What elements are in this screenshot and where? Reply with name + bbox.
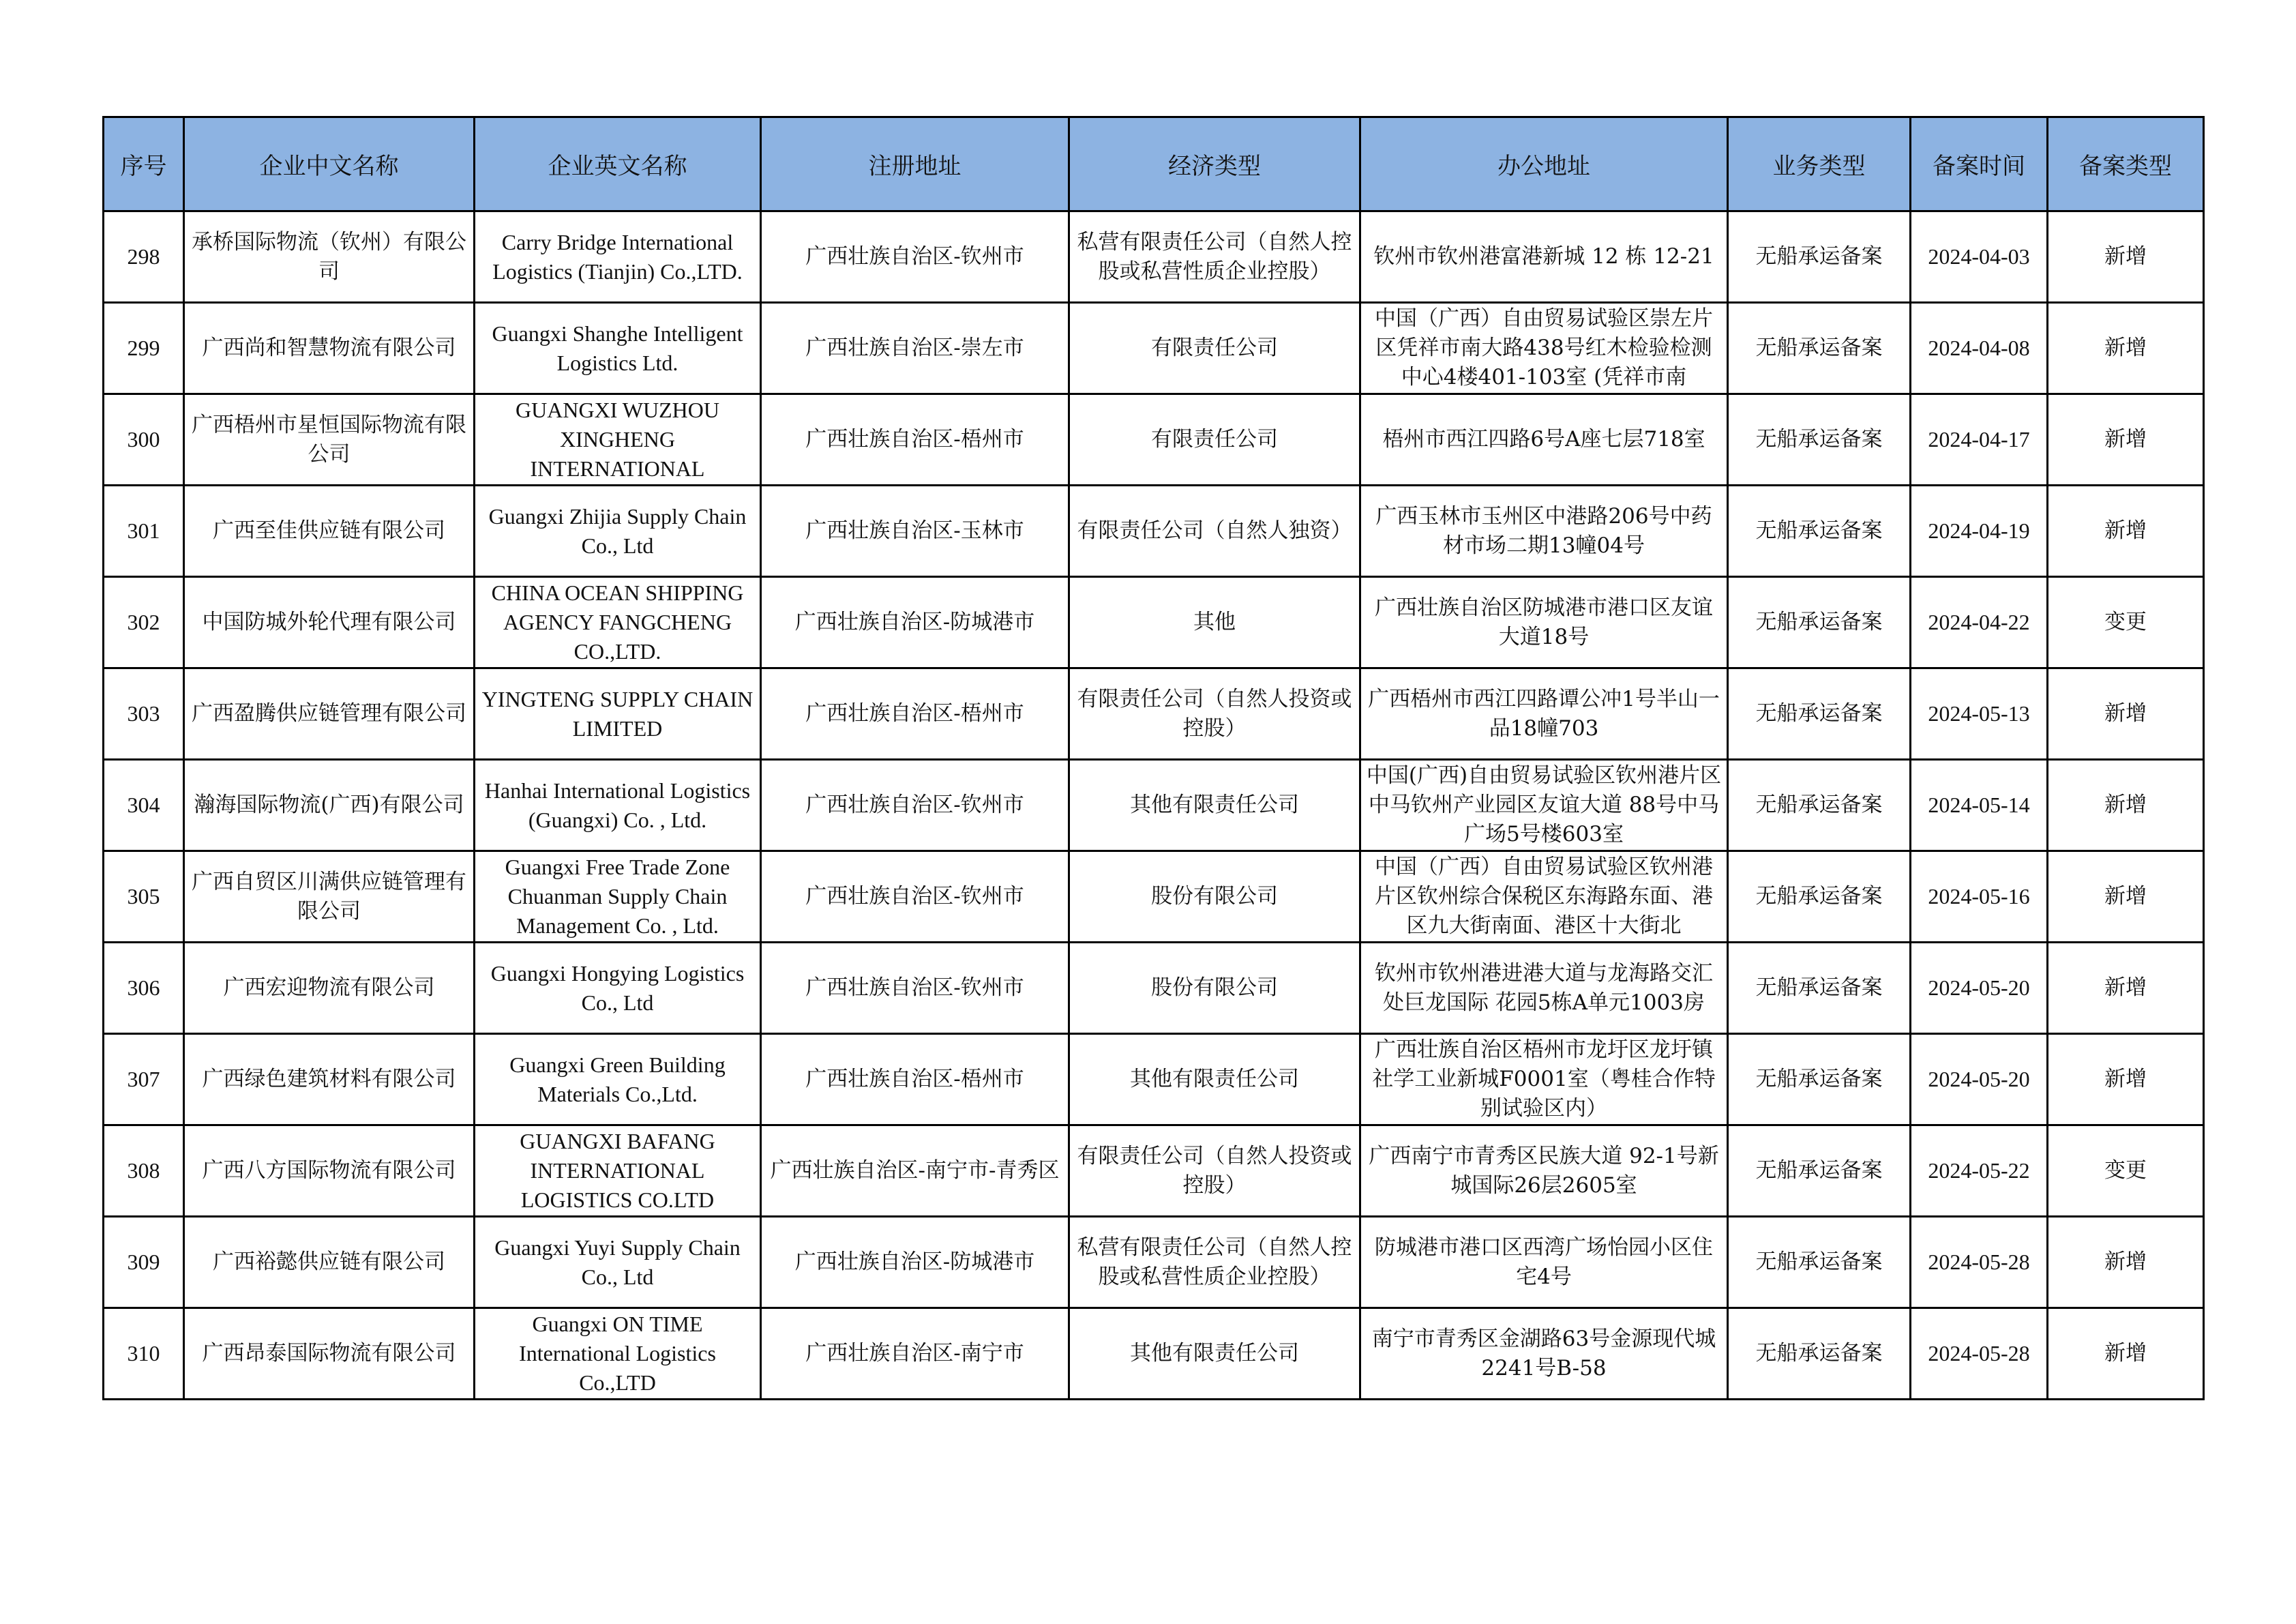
- cell-cn-name: [184, 211, 475, 303]
- cell-office-addr-text: 广西玉林市玉州区中港路206号中药材市场二期13幢04号: [1375, 503, 1712, 558]
- cell-no-text: 308: [127, 1158, 160, 1183]
- cell-reg-addr: [761, 303, 1069, 394]
- cell-office-addr-text: 中国（广西）自由贸易试验区钦州港片区钦州综合保税区东海路东面、港区九大街南面、港区十大街北: [1375, 855, 1713, 938]
- cell-office-addr: [1360, 303, 1728, 394]
- cell-en-name: [475, 851, 761, 943]
- header-office-addr: 办公地址: [1360, 117, 1728, 211]
- cell-date: [1911, 211, 2048, 303]
- cell-en-name-text: GUANGXI BAFANG INTERNATIONAL LOGISTICS CO.LTD: [520, 1129, 715, 1212]
- cell-reg-addr-text: 广西壮族自治区-梧州市: [805, 701, 1024, 726]
- cell-en-name: [475, 394, 761, 486]
- cell-no-text: 298: [127, 244, 160, 269]
- cell-biz-type-text: 无船承运备案: [1755, 610, 1883, 634]
- table-row: [104, 303, 2204, 394]
- cell-en-name-text: Guangxi Free Trade Zone Chuanman Supply Chain Management Co. , Ltd.: [505, 855, 730, 938]
- cell-no: [104, 1217, 184, 1308]
- header-record-type: 备案类型: [2048, 117, 2204, 211]
- cell-no: [104, 760, 184, 851]
- cell-no-text: 305: [127, 884, 160, 909]
- cell-no-text: 301: [127, 518, 160, 543]
- cell-office-addr-text: 钦州市钦州港富港新城 12 栋 12-21: [1373, 244, 1714, 269]
- cell-date-text: 2024-05-20: [1928, 975, 2030, 1000]
- cell-biz-type-text: 无船承运备案: [1755, 1158, 1883, 1183]
- cell-econ-type-text: 私营有限责任公司（自然人控股或私营性质企业控股）: [1077, 229, 1352, 284]
- cell-biz-type: [1728, 943, 1911, 1034]
- cell-en-name-text: Guangxi Zhijia Supply Chain Co., Ltd: [488, 503, 747, 558]
- cell-biz-type: [1728, 1308, 1911, 1400]
- cell-cn-name-text: 广西昂泰国际物流有限公司: [202, 1341, 456, 1365]
- cell-biz-type-text: 无船承运备案: [1755, 884, 1883, 909]
- cell-no-text: 307: [127, 1067, 160, 1091]
- cell-en-name: [475, 211, 761, 303]
- cell-no: [104, 1125, 184, 1217]
- cell-reg-addr-text: 广西壮族自治区-崇左市: [805, 336, 1024, 360]
- cell-no: [104, 851, 184, 943]
- cell-date-text: 2024-05-16: [1928, 884, 2030, 909]
- cell-record-type: [2048, 668, 2204, 760]
- cell-biz-type-text: 无船承运备案: [1755, 793, 1883, 817]
- cell-econ-type: [1069, 394, 1360, 486]
- cell-record-type: [2048, 486, 2204, 577]
- cell-econ-type: [1069, 303, 1360, 394]
- cell-office-addr-text: 广西南宁市青秀区民族大道 92-1号新城国际26层2605室: [1369, 1143, 1719, 1198]
- cell-cn-name: [184, 303, 475, 394]
- cell-office-addr-text: 南宁市青秀区金湖路63号金源现代城2241号B-58: [1371, 1326, 1716, 1381]
- cell-office-addr-text: 广西壮族自治区梧州市龙圩区龙圩镇社学工业新城F0001室（粤桂合作特别试验区内）: [1372, 1037, 1716, 1121]
- cell-date: [1911, 668, 2048, 760]
- cell-en-name: [475, 577, 761, 668]
- cell-econ-type: [1069, 211, 1360, 303]
- cell-office-addr: [1360, 1034, 1728, 1125]
- cell-office-addr: [1360, 668, 1728, 760]
- table-row: [104, 851, 2204, 943]
- filing-table: [102, 116, 2205, 1400]
- cell-reg-addr: [761, 486, 1069, 577]
- cell-cn-name-text: 广西梧州市星恒国际物流有限公司: [192, 412, 466, 467]
- cell-biz-type: [1728, 303, 1911, 394]
- cell-en-name: [475, 1308, 761, 1400]
- cell-record-type: [2048, 1217, 2204, 1308]
- cell-office-addr-text: 钦州市钦州港进港大道与龙海路交汇处巨龙国际 花园5栋A单元1003房: [1375, 960, 1713, 1015]
- cell-reg-addr: [761, 1308, 1069, 1400]
- cell-econ-type-text: 有限责任公司: [1151, 427, 1278, 452]
- cell-econ-type: [1069, 1217, 1360, 1308]
- cell-date-text: 2024-04-19: [1928, 518, 2030, 543]
- header-reg-addr: 注册地址: [761, 117, 1069, 211]
- cell-en-name: [475, 943, 761, 1034]
- cell-reg-addr: [761, 851, 1069, 943]
- cell-reg-addr: [761, 760, 1069, 851]
- cell-cn-name-text: 广西盈腾供应链管理有限公司: [192, 701, 466, 726]
- cell-date: [1911, 1308, 2048, 1400]
- cell-econ-type: [1069, 486, 1360, 577]
- cell-reg-addr-text: 广西壮族自治区-钦州市: [805, 975, 1024, 1000]
- cell-econ-type-text: 其他有限责任公司: [1130, 1341, 1299, 1365]
- cell-record-type: [2048, 211, 2204, 303]
- cell-en-name: [475, 486, 761, 577]
- cell-en-name-text: Guangxi Yuyi Supply Chain Co., Ltd: [494, 1235, 741, 1289]
- table-row: [104, 1034, 2204, 1125]
- header-row: [104, 117, 2204, 211]
- cell-office-addr: [1360, 577, 1728, 668]
- cell-en-name-text: Guangxi Hongying Logistics Co., Ltd: [490, 960, 745, 1015]
- cell-biz-type-text: 无船承运备案: [1755, 1250, 1883, 1274]
- cell-en-name: [475, 1125, 761, 1217]
- cell-date: [1911, 577, 2048, 668]
- cell-biz-type-text: 无船承运备案: [1755, 701, 1883, 726]
- cell-date-text: 2024-05-13: [1928, 701, 2030, 726]
- cell-no: [104, 668, 184, 760]
- cell-biz-type: [1728, 760, 1911, 851]
- cell-biz-type-text: 无船承运备案: [1755, 1067, 1883, 1091]
- table-row: [104, 1308, 2204, 1400]
- cell-office-addr: [1360, 486, 1728, 577]
- cell-record-type-text: 新增: [2104, 701, 2147, 726]
- cell-date-text: 2024-04-03: [1928, 244, 2030, 269]
- cell-record-type-text: 变更: [2104, 1158, 2147, 1183]
- cell-record-type: [2048, 394, 2204, 486]
- cell-record-type: [2048, 1125, 2204, 1217]
- cell-en-name-text: Guangxi ON TIME International Logistics Co.,LTD: [519, 1312, 716, 1395]
- cell-econ-type-text: 有限责任公司: [1151, 336, 1278, 360]
- cell-cn-name: [184, 1034, 475, 1125]
- cell-econ-type-text: 其他有限责任公司: [1130, 1067, 1299, 1091]
- cell-office-addr-text: 中国(广西)自由贸易试验区钦州港片区中马钦州产业园区友谊大道 88号中马广场5号楼603室: [1366, 763, 1722, 846]
- cell-no-text: 309: [127, 1250, 160, 1274]
- cell-office-addr-text: 广西梧州市西江四路谭公冲1号半山一品18幢703: [1368, 686, 1720, 741]
- cell-office-addr-text: 广西壮族自治区防城港市港口区友谊大道18号: [1375, 595, 1713, 649]
- document-page: [102, 116, 2203, 1400]
- cell-office-addr-text: 防城港市港口区西湾广场怡园小区住宅4号: [1375, 1235, 1713, 1289]
- cell-date-text: 2024-04-08: [1928, 336, 2030, 360]
- cell-cn-name: [184, 760, 475, 851]
- cell-biz-type: [1728, 851, 1911, 943]
- table-row: [104, 394, 2204, 486]
- cell-en-name-text: YINGTENG SUPPLY CHAIN LIMITED: [481, 686, 754, 741]
- table-row: [104, 1217, 2204, 1308]
- cell-en-name-text: Guangxi Shanghe Intelligent Logistics Ltd.: [492, 321, 743, 375]
- cell-econ-type-text: 其他有限责任公司: [1130, 793, 1299, 817]
- cell-biz-type: [1728, 1125, 1911, 1217]
- cell-office-addr: [1360, 851, 1728, 943]
- cell-date-text: 2024-04-22: [1928, 610, 2030, 634]
- header-date: 备案时间: [1911, 117, 2048, 211]
- cell-no: [104, 943, 184, 1034]
- cell-office-addr: [1360, 760, 1728, 851]
- cell-no: [104, 303, 184, 394]
- cell-cn-name: [184, 1308, 475, 1400]
- cell-biz-type-text: 无船承运备案: [1755, 1341, 1883, 1365]
- cell-reg-addr: [761, 211, 1069, 303]
- cell-record-type-text: 新增: [2104, 244, 2147, 269]
- cell-office-addr: [1360, 943, 1728, 1034]
- cell-cn-name: [184, 943, 475, 1034]
- cell-en-name-text: Carry Bridge International Logistics (Tianjin) Co.,LTD.: [492, 229, 743, 284]
- cell-en-name-text: Hanhai International Logistics (Guangxi) Co. , Ltd.: [484, 778, 751, 832]
- cell-record-type: [2048, 760, 2204, 851]
- cell-record-type: [2048, 577, 2204, 668]
- cell-date-text: 2024-05-28: [1928, 1341, 2030, 1365]
- cell-no: [104, 394, 184, 486]
- cell-date: [1911, 303, 2048, 394]
- cell-office-addr: [1360, 211, 1728, 303]
- cell-no-text: 300: [127, 427, 160, 452]
- table-row: [104, 211, 2204, 303]
- cell-reg-addr-text: 广西壮族自治区-梧州市: [805, 1067, 1024, 1091]
- cell-record-type-text: 新增: [2104, 1341, 2147, 1365]
- cell-econ-type-text: 有限责任公司（自然人投资或控股）: [1077, 1143, 1352, 1198]
- cell-record-type: [2048, 1034, 2204, 1125]
- cell-date: [1911, 943, 2048, 1034]
- cell-en-name-text: Guangxi Green Building Materials Co.,Ltd.: [509, 1052, 726, 1106]
- cell-record-type-text: 新增: [2104, 336, 2147, 360]
- table-row: [104, 577, 2204, 668]
- cell-econ-type: [1069, 760, 1360, 851]
- cell-cn-name-text: 广西宏迎物流有限公司: [223, 975, 435, 1000]
- cell-office-addr-text: 中国（广西）自由贸易试验区崇左片区凭祥市南大路438号红木检验检测中心4楼401-103室 (凭祥市南: [1375, 306, 1713, 389]
- cell-cn-name-text: 广西八方国际物流有限公司: [202, 1158, 456, 1183]
- cell-cn-name-text: 承桥国际物流（钦州）有限公司: [192, 229, 466, 284]
- cell-record-type: [2048, 1308, 2204, 1400]
- cell-date-text: 2024-05-20: [1928, 1067, 2030, 1091]
- cell-record-type-text: 新增: [2104, 518, 2147, 543]
- cell-biz-type: [1728, 1217, 1911, 1308]
- cell-cn-name-text: 广西自贸区川满供应链管理有限公司: [192, 869, 466, 924]
- cell-date-text: 2024-05-28: [1928, 1250, 2030, 1274]
- cell-record-type-text: 新增: [2104, 975, 2147, 1000]
- cell-record-type-text: 新增: [2104, 1067, 2147, 1091]
- cell-biz-type: [1728, 1034, 1911, 1125]
- cell-reg-addr-text: 广西壮族自治区-南宁市-青秀区: [770, 1158, 1060, 1183]
- cell-date-text: 2024-05-22: [1928, 1158, 2030, 1183]
- cell-reg-addr: [761, 394, 1069, 486]
- cell-date: [1911, 851, 2048, 943]
- cell-record-type-text: 新增: [2104, 427, 2147, 452]
- cell-en-name: [475, 1034, 761, 1125]
- cell-econ-type: [1069, 1308, 1360, 1400]
- cell-cn-name: [184, 394, 475, 486]
- cell-office-addr: [1360, 394, 1728, 486]
- cell-cn-name-text: 中国防城外轮代理有限公司: [202, 610, 456, 634]
- cell-no: [104, 577, 184, 668]
- cell-record-type: [2048, 851, 2204, 943]
- cell-biz-type-text: 无船承运备案: [1755, 244, 1883, 269]
- header-biz-type: 业务类型: [1728, 117, 1911, 211]
- cell-econ-type: [1069, 851, 1360, 943]
- cell-no-text: 310: [127, 1341, 160, 1365]
- cell-en-name: [475, 1217, 761, 1308]
- cell-reg-addr-text: 广西壮族自治区-防城港市: [794, 610, 1035, 634]
- cell-date: [1911, 760, 2048, 851]
- cell-cn-name-text: 瀚海国际物流(广西)有限公司: [194, 793, 464, 817]
- cell-date-text: 2024-04-17: [1928, 427, 2030, 452]
- cell-record-type-text: 变更: [2104, 610, 2147, 634]
- cell-cn-name: [184, 668, 475, 760]
- cell-reg-addr-text: 广西壮族自治区-防城港市: [794, 1250, 1035, 1274]
- header-econ-type: 经济类型: [1069, 117, 1360, 211]
- cell-en-name: [475, 668, 761, 760]
- cell-econ-type: [1069, 1125, 1360, 1217]
- cell-record-type: [2048, 303, 2204, 394]
- cell-biz-type: [1728, 668, 1911, 760]
- cell-no: [104, 1308, 184, 1400]
- cell-biz-type: [1728, 577, 1911, 668]
- cell-reg-addr-text: 广西壮族自治区-梧州市: [805, 427, 1024, 452]
- cell-record-type-text: 新增: [2104, 793, 2147, 817]
- cell-econ-type-text: 股份有限公司: [1151, 975, 1278, 1000]
- cell-no-text: 299: [127, 336, 160, 360]
- table-row: [104, 760, 2204, 851]
- cell-cn-name-text: 广西尚和智慧物流有限公司: [202, 336, 456, 360]
- table-body: [104, 211, 2204, 1400]
- cell-office-addr: [1360, 1217, 1728, 1308]
- cell-biz-type: [1728, 394, 1911, 486]
- cell-en-name: [475, 760, 761, 851]
- cell-record-type-text: 新增: [2104, 884, 2147, 909]
- cell-biz-type-text: 无船承运备案: [1755, 518, 1883, 543]
- cell-reg-addr-text: 广西壮族自治区-玉林市: [805, 518, 1024, 543]
- cell-no-text: 304: [127, 793, 160, 817]
- cell-no-text: 303: [127, 701, 160, 726]
- cell-office-addr: [1360, 1125, 1728, 1217]
- cell-biz-type-text: 无船承运备案: [1755, 336, 1883, 360]
- cell-econ-type: [1069, 668, 1360, 760]
- cell-biz-type-text: 无船承运备案: [1755, 975, 1883, 1000]
- cell-no: [104, 486, 184, 577]
- cell-biz-type: [1728, 211, 1911, 303]
- cell-reg-addr: [761, 1034, 1069, 1125]
- cell-cn-name: [184, 577, 475, 668]
- cell-econ-type: [1069, 943, 1360, 1034]
- cell-office-addr: [1360, 1308, 1728, 1400]
- cell-cn-name-text: 广西裕懿供应链有限公司: [213, 1250, 445, 1274]
- table-row: [104, 943, 2204, 1034]
- cell-record-type-text: 新增: [2104, 1250, 2147, 1274]
- cell-date: [1911, 486, 2048, 577]
- cell-cn-name-text: 广西至佳供应链有限公司: [213, 518, 445, 543]
- cell-cn-name: [184, 1125, 475, 1217]
- cell-cn-name-text: 广西绿色建筑材料有限公司: [202, 1067, 456, 1091]
- cell-biz-type-text: 无船承运备案: [1755, 427, 1883, 452]
- table-row: [104, 486, 2204, 577]
- cell-reg-addr: [761, 1217, 1069, 1308]
- cell-date-text: 2024-05-14: [1928, 793, 2030, 817]
- cell-econ-type-text: 有限责任公司（自然人投资或控股）: [1077, 686, 1352, 741]
- cell-no: [104, 1034, 184, 1125]
- cell-date: [1911, 394, 2048, 486]
- cell-date: [1911, 1125, 2048, 1217]
- cell-cn-name: [184, 851, 475, 943]
- cell-econ-type-text: 私营有限责任公司（自然人控股或私营性质企业控股）: [1077, 1235, 1352, 1289]
- cell-date: [1911, 1217, 2048, 1308]
- cell-biz-type: [1728, 486, 1911, 577]
- header-en-name: 企业英文名称: [475, 117, 761, 211]
- cell-reg-addr: [761, 1125, 1069, 1217]
- cell-reg-addr-text: 广西壮族自治区-钦州市: [805, 884, 1024, 909]
- cell-no: [104, 211, 184, 303]
- cell-en-name-text: CHINA OCEAN SHIPPING AGENCY FANGCHENG CO.,LTD.: [491, 580, 744, 664]
- cell-reg-addr: [761, 943, 1069, 1034]
- cell-en-name: [475, 303, 761, 394]
- cell-no-text: 306: [127, 975, 160, 1000]
- header-cn-name: 企业中文名称: [184, 117, 475, 211]
- cell-econ-type: [1069, 1034, 1360, 1125]
- header-no: 序号: [104, 117, 184, 211]
- cell-reg-addr: [761, 668, 1069, 760]
- cell-reg-addr: [761, 577, 1069, 668]
- cell-reg-addr-text: 广西壮族自治区-南宁市: [805, 1341, 1024, 1365]
- cell-record-type: [2048, 943, 2204, 1034]
- table-row: [104, 1125, 2204, 1217]
- cell-en-name-text: GUANGXI WUZHOU XINGHENG INTERNATIONAL: [516, 398, 719, 481]
- cell-no-text: 302: [127, 610, 160, 634]
- cell-cn-name: [184, 486, 475, 577]
- cell-reg-addr-text: 广西壮族自治区-钦州市: [805, 793, 1024, 817]
- cell-econ-type-text: 股份有限公司: [1151, 884, 1278, 909]
- table-row: [104, 668, 2204, 760]
- cell-office-addr-text: 梧州市西江四路6号A座七层718室: [1382, 427, 1705, 452]
- cell-cn-name: [184, 1217, 475, 1308]
- cell-econ-type-text: 有限责任公司（自然人独资）: [1077, 518, 1352, 543]
- cell-econ-type: [1069, 577, 1360, 668]
- cell-econ-type-text: 其他: [1193, 610, 1236, 634]
- cell-reg-addr-text: 广西壮族自治区-钦州市: [805, 244, 1024, 269]
- cell-date: [1911, 1034, 2048, 1125]
